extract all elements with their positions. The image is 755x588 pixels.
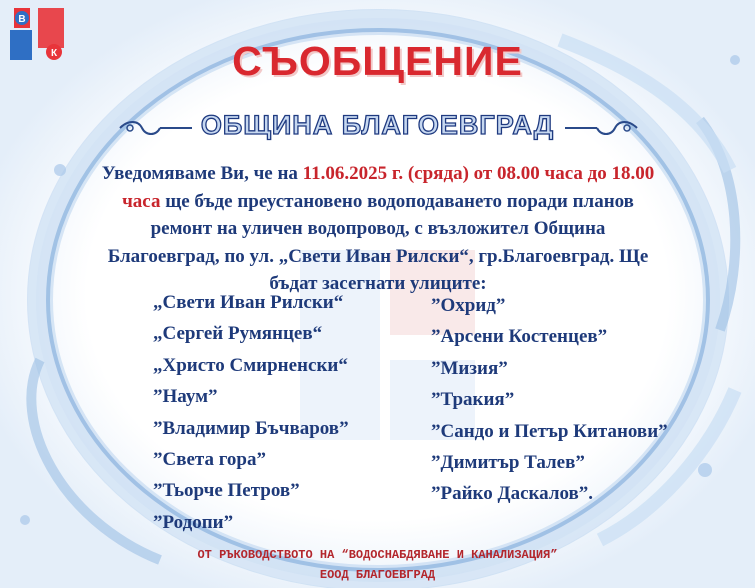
street-item: ”Охрид” — [431, 295, 506, 316]
streets-list-left — [153, 287, 349, 538]
street-item: „Христо Смирненски“ — [153, 354, 348, 376]
logo-letter-v: В — [18, 14, 26, 25]
street-item: ”Райко Даскалов”. — [431, 483, 594, 505]
notice-lead: Уведомяваме Ви, че на — [101, 163, 303, 184]
street-item: ”Света гора” — [153, 448, 266, 470]
street-item: ”Арсени Костенцев” — [431, 326, 608, 348]
footer-line-1: ОТ РЪКОВОДСТВОТО НА “ВОДОСНАБДЯВАНЕ И КАНАЛИЗАЦИЯ” — [197, 548, 558, 562]
notice-date-highlight: 11.06.2025 г. (сряда) от 08.00 часа до 18.00 часа — [122, 163, 655, 212]
street-item: ”Родопи” — [153, 511, 234, 533]
street-item: ”Наум” — [153, 386, 218, 408]
street-item: ”Мизия” — [431, 357, 508, 379]
streets-list-right — [431, 290, 668, 510]
subtitle-row — [0, 110, 755, 146]
street-item: ”Сандо и Петър Китанови” — [431, 420, 668, 442]
street-item: ”Владимир Бъчваров” — [153, 417, 349, 439]
street-item: ”Димитър Талев” — [431, 451, 585, 473]
notice-paragraph — [95, 160, 661, 298]
notice-body: ще бъде преустановено водоподаването поради планов ремонт на уличен водопровод, с възложител Община Благоевград, по ул. „Свети Иван Рилски“, гр.Благоевград. Ще бъдат засегнати улиците: — [107, 190, 649, 294]
municipality-subtitle: ОБЩИНА БЛАГОЕВГРАД — [200, 110, 555, 140]
logo-letter-k: К — [50, 48, 58, 59]
street-item: ”Тьорче Петров” — [153, 480, 300, 502]
street-item: ”Тракия” — [431, 389, 515, 411]
page-title: СЪОБЩЕНИЕ — [232, 38, 523, 84]
street-item: „Свети Иван Рилски“ — [153, 292, 344, 313]
street-item: „Сергей Румянцев“ — [153, 323, 323, 345]
footer-line-2: ЕООД БЛАГОЕВГРАД — [319, 568, 436, 582]
flourish-right-icon — [563, 120, 639, 136]
